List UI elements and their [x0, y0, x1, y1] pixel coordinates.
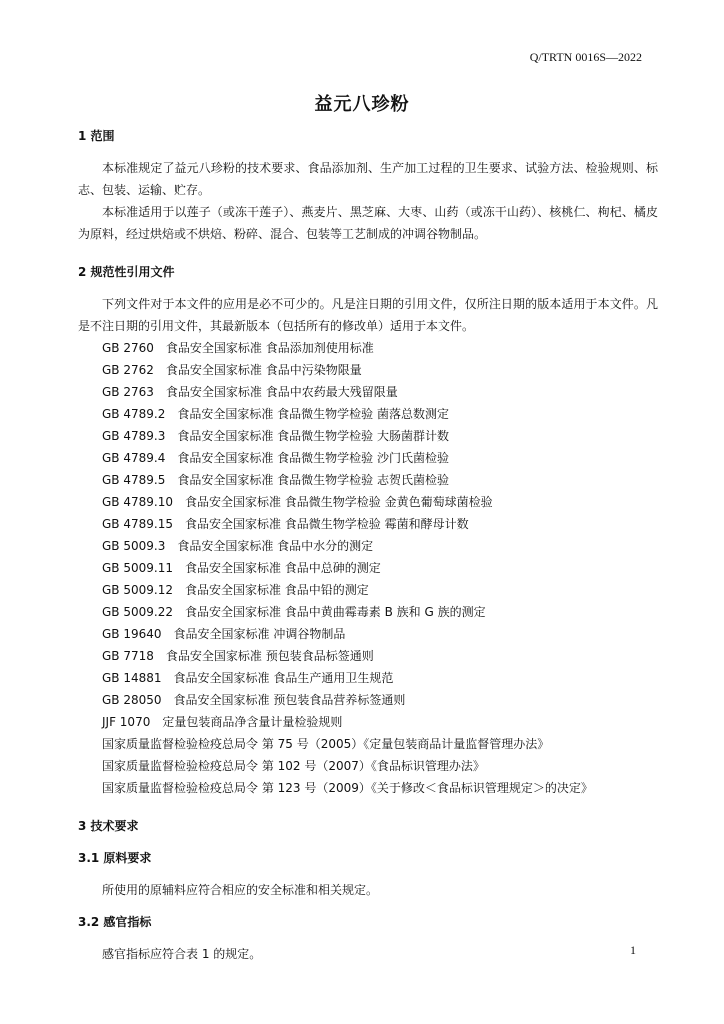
- reference-item: GB 19640 食品安全国家标准 冲调谷物制品: [102, 627, 346, 641]
- section-heading-references: 2 规范性引用文件: [78, 265, 175, 279]
- reference-item: GB 4789.4 食品安全国家标准 食品微生物学检验 沙门氏菌检验: [102, 451, 449, 465]
- reference-item: GB 14881 食品安全国家标准 食品生产通用卫生规范: [102, 671, 394, 685]
- scope-paragraph-2: 本标准适用于以莲子（或冻干莲子）、燕麦片、黑芝麻、大枣、山药（或冻干山药）、核桃仁、枸杞、橘皮为原料，经过烘焙或不烘焙、粉碎、混合、包装等工艺制成的冲调谷物制品。: [78, 205, 658, 241]
- reference-item: GB 28050 食品安全国家标准 预包装食品营养标签通则: [102, 693, 406, 707]
- reference-item: 国家质量监督检验检疫总局令 第 75 号（2005）《定量包装商品计量监督管理办法》: [102, 737, 550, 751]
- raw-materials-text: 所使用的原辅料应符合相应的安全标准和相关规定。: [102, 883, 379, 897]
- reference-item: 国家质量监督检验检疫总局令 第 123 号（2009）《关于修改＜食品标识管理规定＞的决定》: [102, 781, 593, 795]
- document-body: [78, 125, 658, 965]
- standard-code: Q/TRTN 0016S—2022: [529, 50, 642, 64]
- reference-list: [78, 337, 658, 799]
- reference-item: JJF 1070 定量包装商品净含量计量检验规则: [102, 715, 343, 729]
- reference-item: 国家质量监督检验检疫总局令 第 102 号（2007）《食品标识管理办法》: [102, 759, 485, 773]
- reference-item: GB 5009.3 食品安全国家标准 食品中水分的测定: [102, 539, 374, 553]
- reference-item: GB 4789.15 食品安全国家标准 食品微生物学检验 霉菌和酵母计数: [102, 517, 469, 531]
- scope-paragraph-1: 本标准规定了益元八珍粉的技术要求、食品添加剂、生产加工过程的卫生要求、试验方法、检验规则、标志、包装、运输、贮存。: [78, 161, 658, 197]
- subsection-heading-raw-materials: 3.1 原料要求: [78, 851, 152, 865]
- reference-item: GB 2763 食品安全国家标准 食品中农药最大残留限量: [102, 385, 398, 399]
- reference-item: GB 2762 食品安全国家标准 食品中污染物限量: [102, 363, 362, 377]
- reference-item: GB 4789.5 食品安全国家标准 食品微生物学检验 志贺氏菌检验: [102, 473, 449, 487]
- reference-item: GB 4789.10 食品安全国家标准 食品微生物学检验 金黄色葡萄球菌检验: [102, 495, 493, 509]
- section-heading-technical: 3 技术要求: [78, 819, 139, 833]
- subsection-heading-sensory: 3.2 感官指标: [78, 915, 152, 929]
- document-title: 益元八珍粉: [314, 94, 410, 115]
- reference-item: GB 7718 食品安全国家标准 预包装食品标签通则: [102, 649, 374, 663]
- reference-item: GB 4789.3 食品安全国家标准 食品微生物学检验 大肠菌群计数: [102, 429, 449, 443]
- reference-item: GB 5009.22 食品安全国家标准 食品中黄曲霉毒素 B 族和 G 族的测定: [102, 605, 486, 619]
- references-intro: 下列文件对于本文件的应用是必不可少的。凡是注日期的引用文件，仅所注日期的版本适用于本文件。凡是不注日期的引用文件，其最新版本（包括所有的修改单）适用于本文件。: [78, 297, 658, 333]
- reference-item: GB 2760 食品安全国家标准 食品添加剂使用标准: [102, 341, 374, 355]
- reference-item: GB 5009.12 食品安全国家标准 食品中铅的测定: [102, 583, 369, 597]
- sensory-text: 感官指标应符合表 1 的规定。: [102, 947, 262, 961]
- page-number: 1: [630, 943, 636, 957]
- reference-item: GB 4789.2 食品安全国家标准 食品微生物学检验 菌落总数测定: [102, 407, 449, 421]
- reference-item: GB 5009.11 食品安全国家标准 食品中总砷的测定: [102, 561, 381, 575]
- section-heading-scope: 1 范围: [78, 129, 115, 143]
